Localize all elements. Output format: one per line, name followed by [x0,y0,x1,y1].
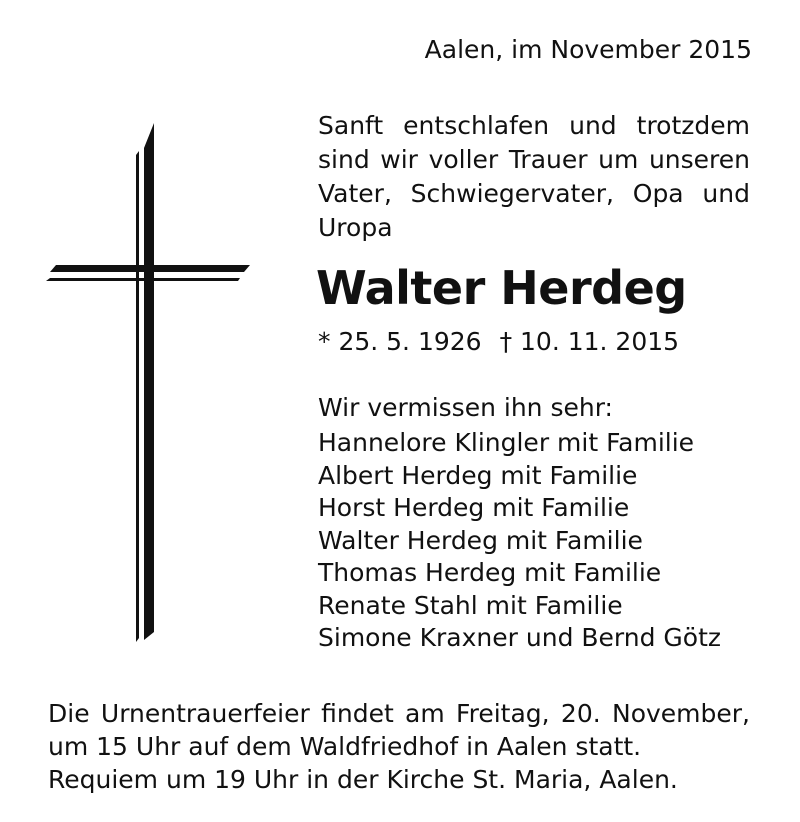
list-item: Walter Herdeg mit Familie [318,525,643,555]
dateline: Aalen, im November 2015 [424,35,752,64]
ceremony-line: Die Urnentrauerfeier findet am Freitag, 20. November, [48,699,750,728]
intro-line: sind wir voller Trauer um unseren [318,145,750,174]
ceremony-line: Requiem um 19 Uhr in der Kirche St. Maria, Aalen. [48,765,678,794]
list-item: Renate Stahl mit Familie [318,590,623,620]
ceremony-info [48,697,750,796]
list-item: Albert Herdeg mit Familie [318,460,638,490]
family-list [318,427,721,655]
deceased-name: Walter Herdeg [316,261,687,315]
missing-text: Wir vermissen ihn sehr: [318,393,613,422]
intro-text [318,109,750,245]
intro-line: Uropa [318,213,393,242]
list-item: Thomas Herdeg mit Familie [318,558,662,587]
birth-date: * 25. 5. 1926 [318,327,482,356]
intro-line: Vater, Schwiegervater, Opa und [318,179,750,208]
list-item: Horst Herdeg mit Familie [318,493,630,522]
intro-line: Sanft entschlafen und trotzdem [318,111,750,140]
death-date: † 10. 11. 2015 [499,327,680,356]
cross-icon [40,120,260,642]
life-dates [318,325,679,359]
list-item: Simone Kraxner und Bernd Götz [318,623,722,652]
list-item: Hannelore Klingler mit Familie [318,428,695,457]
ceremony-line: um 15 Uhr auf dem Waldfriedhof in Aalen statt. [48,732,642,761]
